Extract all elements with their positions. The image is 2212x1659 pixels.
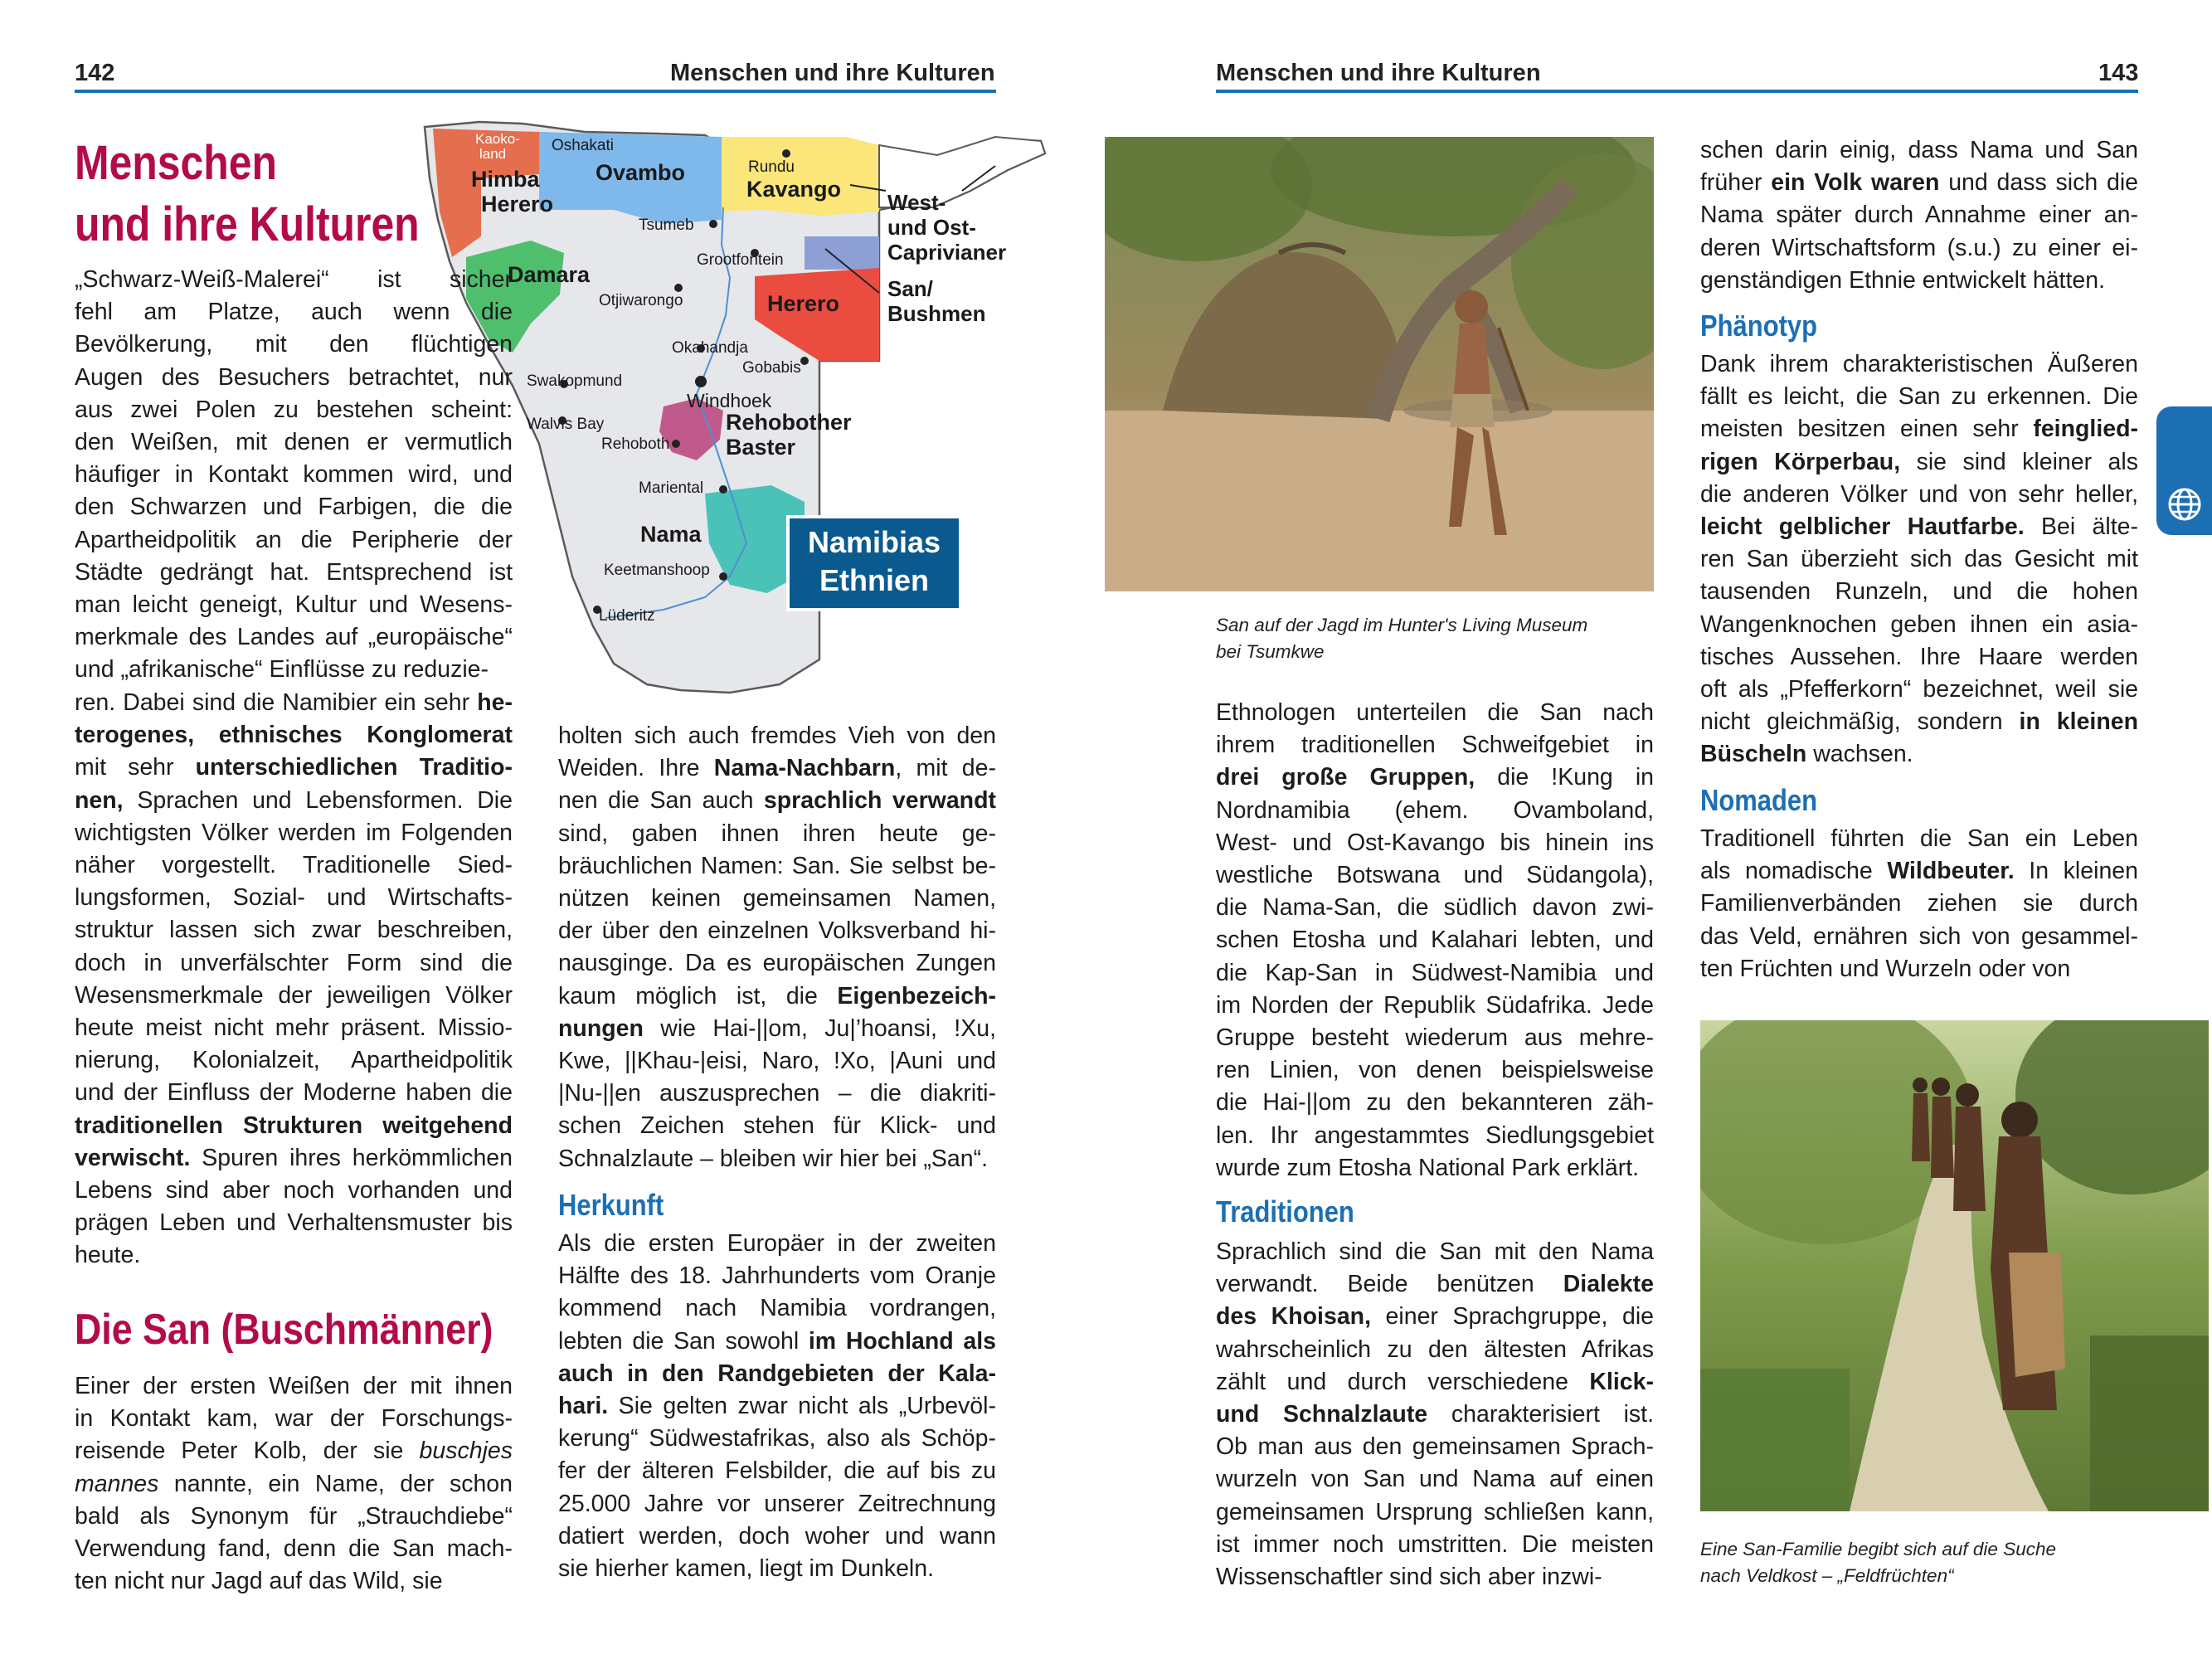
text-line: Wangenknochen geben ihnen ein asia- — [1700, 611, 2138, 638]
label-rundu: Rundu — [748, 158, 795, 176]
text-line: kerung“ Südwestafrikas, also als Schöp- — [558, 1425, 996, 1452]
text-line: Wesensmerkmale der jeweiligen Völker — [75, 981, 513, 1009]
left-page-number: 142 — [75, 60, 115, 86]
text-line: Büscheln wachsen. — [1700, 741, 1913, 768]
traditionen-heading: Traditionen — [1216, 1194, 1354, 1228]
text-line: wahrscheinlich zu den ältesten Afrikas — [1216, 1335, 1654, 1363]
text-line: tausenden Runzeln, und die hohen — [1700, 578, 2138, 606]
text-line: ren San überzieht sich das Gesicht mit — [1700, 546, 2138, 573]
text-line: fehl am Platze, auch wenn die — [75, 299, 513, 326]
label-kaokoland-2: land — [479, 146, 507, 162]
text-line: |Nu-||en auszusprechen – die diakriti- — [558, 1080, 996, 1107]
text-line: Sprachlich sind die San mit den Nama — [1216, 1238, 1654, 1265]
text-line: hari. Sie gelten zwar nicht als „Urbevöl- — [558, 1393, 996, 1420]
label-keetmanshoop: Keetmanshoop — [604, 562, 710, 579]
text-line: fer der älteren Felsbilder, die auf bis zu — [558, 1457, 996, 1485]
text-line: ten Früchten und Wurzeln oder von — [1700, 955, 2071, 982]
text-line: im Norden der Republik Südafrika. Jede — [1216, 991, 1654, 1019]
label-san-1: San/ — [887, 276, 933, 301]
text-line: reisende Peter Kolb, der sie buschjes — [75, 1438, 513, 1465]
text-line: und der Einfluss der Moderne haben die — [75, 1079, 513, 1107]
text-line: schen Etosha und Kalahari lebten, und — [1216, 927, 1654, 954]
text-line: die Nama-San, die südlich davon zwi- — [1216, 894, 1654, 922]
text-line: Hälfte des 18. Jahrhunderts vom Oranje — [558, 1262, 996, 1290]
left-col1-body — [75, 687, 513, 1272]
text-line: des Khoisan, einer Sprachgruppe, die — [1216, 1303, 1654, 1331]
text-line: Familienverbänden ziehen sie durch — [1700, 890, 2138, 917]
text-line: Verwendung fand, denn die San mach- — [75, 1535, 513, 1563]
label-kavango: Kavango — [746, 177, 842, 202]
globe-icon — [2166, 486, 2203, 523]
phaenotyp-heading: Phänotyp — [1700, 309, 1818, 343]
right-running-title: Menschen und ihre Kulturen — [1216, 60, 1541, 86]
text-line: prägen Leben und Verhaltensmuster bis — [75, 1209, 513, 1237]
text-line: terogenes, ethnisches Konglomerat — [75, 722, 513, 749]
text-line: Kwe, ||Khau-|eisi, Naro, !Xo, |Auni und — [558, 1048, 996, 1075]
label-himba: Himba — [471, 167, 540, 192]
label-caprivi-3: Caprivianer — [887, 240, 1007, 265]
text-line: ren Linien, von denen beispielsweise — [1216, 1057, 1654, 1084]
text-line: Augen des Besuchers betrachtet, nur — [75, 363, 513, 391]
label-okahandja: Okahandja — [672, 339, 748, 357]
text-line: bräuchlichen Namen: San. Sie selbst be- — [558, 852, 996, 879]
text-line: nierung, Kolonialzeit, Apartheidpolitik — [75, 1047, 513, 1074]
text-line: man leicht geneigt, Kultur und Wesens- — [75, 591, 513, 619]
label-san-2: Bushmen — [887, 301, 986, 326]
text-line: Als die ersten Europäer in der zweiten — [558, 1230, 996, 1257]
left-col1-san — [75, 1370, 513, 1598]
text-line: datiert werden, doch woher und wann — [558, 1522, 996, 1550]
text-line: Städte gedrängt hat. Entsprechend ist — [75, 558, 513, 586]
text-line: tisches Aussehen. Ihre Haare werden — [1700, 643, 2138, 670]
photo1-caption-line1: San auf der Jagd im Hunter's Living Museum — [1216, 615, 1588, 635]
text-line: kaum möglich ist, die Eigenbezeich- — [558, 982, 996, 1010]
text-line: nützen keinen gemeinsamen Namen, — [558, 885, 996, 912]
text-line: gemeinsamen Ursprung schließen kann, — [1216, 1498, 1654, 1525]
text-line: 25.000 Jahre vor unserer Zeitrechnung — [558, 1490, 996, 1517]
text-line: Gruppe besteht wiederum aus mehre- — [1216, 1024, 1654, 1052]
left-col2-herkunft — [558, 1228, 996, 1585]
label-tsumeb: Tsumeb — [639, 216, 694, 234]
text-line: in Kontakt kam, war der Forschungs- — [75, 1405, 513, 1433]
label-herero-east: Herero — [767, 291, 840, 316]
text-line: sie hierher kamen, liegt im Dunkeln. — [558, 1555, 935, 1583]
photo2-caption-line1: Eine San-Familie begibt sich auf die Suche — [1700, 1539, 2056, 1559]
text-line: zählt und durch verschiedene Klick- — [1216, 1368, 1654, 1395]
text-line: früher ein Volk waren und dass sich die — [1700, 169, 2138, 197]
text-line: West- und Ost-Kavango bis hinein ins — [1216, 829, 1654, 856]
text-line: ist immer noch umstritten. Die meisten — [1216, 1530, 1654, 1558]
text-line: und Schnalzlaute charakterisiert ist. — [1216, 1401, 1654, 1428]
text-line: schen Zeichen stehen für Klick- und — [558, 1112, 996, 1140]
chapter-title-line1: Menschen — [75, 136, 277, 190]
text-line: Wissenschaftler sind sich aber inzwi- — [1216, 1564, 1602, 1591]
label-caprivi-1: West- — [887, 190, 946, 215]
text-line: bald als Synonym für „Strauchdiebe“ — [75, 1502, 513, 1530]
photo-san-family — [1700, 1020, 2209, 1511]
text-line: mit sehr unterschiedlichen Traditio- — [75, 754, 513, 781]
text-line: fällt es leicht, die San zu erkennen. Die — [1700, 383, 2138, 411]
text-line: lungsformen, Sozial- und Wirtschafts- — [75, 884, 513, 912]
label-luderitz: Lüderitz — [599, 607, 655, 625]
label-mariental: Mariental — [639, 479, 704, 497]
text-line: Apartheidpolitik an die Peripherie der — [75, 526, 513, 553]
label-herero-nw: Herero — [481, 192, 554, 216]
map-badge-line1: Namibias — [807, 525, 941, 559]
text-line: ren. Dabei sind die Namibier ein sehr he- — [75, 689, 513, 716]
text-line: genständigen Ethnie entwickelt hätten. — [1700, 266, 2106, 294]
ethnic-map — [415, 112, 1070, 709]
text-line: nausginge. Da es europäischen Zungen — [558, 950, 996, 977]
text-line: heute. — [75, 1242, 141, 1269]
label-windhoek: Windhoek — [687, 390, 772, 411]
text-line: Einer der ersten Weißen der mit ihnen — [75, 1373, 513, 1399]
text-line: Ethnologen unterteilen die San nach — [1216, 699, 1654, 726]
text-line: verwischt. Spuren ihres herkömmlichen — [75, 1144, 513, 1171]
text-line: oft als „Pfefferkorn“ bezeichnet, weil sie — [1700, 676, 2138, 703]
text-line: als nomadische Wildbeuter. In kleinen — [1700, 858, 2138, 885]
label-gobabis: Gobabis — [742, 359, 801, 377]
text-line: Bevölkerung, mit den flüchtigen — [75, 331, 513, 358]
text-line: sind, gaben ihnen ihren heute ge- — [558, 820, 996, 847]
label-damara: Damara — [508, 262, 591, 287]
text-line: ihrem traditionellen Schweifgebiet in — [1216, 732, 1654, 759]
text-line: nen, Sprachen und Lebensformen. Die — [75, 786, 513, 814]
chapter-title-line2: und ihre Kulturen — [75, 197, 420, 251]
text-line: nicht gleichmäßig, sondern in kleinen — [1700, 708, 2139, 736]
label-nama: Nama — [640, 522, 702, 547]
herkunft-heading: Herkunft — [558, 1188, 664, 1222]
text-line: ten nicht nur Jagd auf das Wild, sie — [75, 1568, 443, 1595]
text-line: die Kap-San in Südwest-Namibia und — [1216, 959, 1654, 986]
text-line: Weiden. Ihre Nama-Nachbarn, mit de- — [558, 755, 996, 782]
text-line: auch in den Randgebieten der Kala- — [558, 1360, 996, 1387]
label-oshakati: Oshakati — [552, 137, 614, 154]
text-line: len. Ihr angestammtes Siedlungsgebiet — [1216, 1121, 1654, 1149]
nomaden-heading: Nomaden — [1700, 783, 1818, 817]
text-line: holten sich auch fremdes Vieh von den — [558, 722, 996, 749]
text-line: kommend nach Namibia vordrangen, — [558, 1295, 996, 1322]
label-walvis-bay: Walvis Bay — [527, 416, 605, 433]
left-col2-top — [558, 720, 996, 1175]
text-line: deren Wirtschaftsform (s.u.) zu einer ei- — [1700, 234, 2138, 261]
text-line: nen die San auch sprachlich verwandt — [558, 787, 996, 815]
text-line: doch in unverfälschter Form sind die — [75, 949, 513, 976]
text-line: merkmale des Landes auf „europäische“ — [75, 624, 513, 651]
right-col1-traditionen — [1216, 1236, 1654, 1593]
text-line: leicht gelblicher Hautfarbe. Bei älte- — [1700, 513, 2138, 541]
san-heading: Die San (Buschmänner) — [75, 1306, 493, 1354]
text-line: näher vorgestellt. Traditionelle Sied- — [75, 852, 513, 879]
text-line: rigen Körperbau, sie sind kleiner als — [1700, 448, 2138, 475]
left-col1-intro — [75, 264, 513, 687]
text-line: nungen wie Hai-||om, Ju|’hoansi, !Xu, — [558, 1014, 996, 1042]
label-kaokoland-1: Kaoko- — [475, 131, 520, 147]
text-line: westliche Botswana und Südangola), — [1216, 862, 1654, 889]
text-line: struktur lassen sich zwar beschreiben, — [75, 917, 513, 944]
text-line: wurde zum Etosha National Park erklärt. — [1216, 1154, 1640, 1181]
photo1-caption-line2: bei Tsumkwe — [1216, 641, 1325, 662]
label-rehobother-2: Baster — [726, 435, 796, 460]
text-line: aus zwei Polen zu bestehen scheint: — [75, 396, 513, 423]
text-line: Lebens sind aber noch vorhanden und — [75, 1177, 513, 1204]
left-header-rule — [75, 90, 996, 93]
right-col1-top — [1216, 697, 1654, 1185]
left-running-title: Menschen und ihre Kulturen — [670, 60, 995, 86]
text-line: der über den einzelnen Volksverband hi- — [558, 917, 996, 945]
text-line: mannes nannte, ein Name, der schon — [75, 1470, 513, 1497]
photo2-caption-line2: nach Veldkost – „Feldfrüchten“ — [1700, 1565, 1954, 1586]
text-line: die anderen Völker und von sehr heller, — [1700, 480, 2138, 508]
label-rehobother-1: Rehobother — [726, 410, 852, 435]
region-san — [805, 236, 879, 270]
label-otjiwarongo: Otjiwarongo — [599, 292, 683, 309]
text-line: Nama später durch Annahme einer an- — [1700, 202, 2138, 229]
text-line: Nordnamibia (ehem. Ovamboland, — [1216, 796, 1654, 824]
text-line: traditionellen Strukturen weitgehend — [75, 1112, 513, 1139]
text-line: das Veld, ernähren sich von gesammel- — [1700, 922, 2138, 950]
text-line: heute meist nicht mehr präsent. Missio- — [75, 1014, 513, 1042]
text-line: die Hai-||om zu den bekannteren zäh- — [1216, 1089, 1654, 1117]
label-rehoboth: Rehoboth — [601, 435, 670, 453]
right-col2-nomaden — [1700, 823, 2138, 985]
right-col2-top — [1700, 134, 2138, 297]
text-line: meisten besitzen einen sehr feinglied- — [1700, 416, 2138, 443]
text-line: Ob man aus den gemeinsamen Sprach- — [1216, 1433, 1654, 1461]
label-grootfontein: Grootfontein — [697, 251, 784, 269]
label-caprivi-2: und Ost- — [887, 215, 976, 240]
text-line: schen darin einig, dass Nama und San — [1700, 137, 2138, 163]
photo-san-hunter — [1105, 137, 1654, 591]
text-line: Traditionell führten die San ein Leben — [1700, 825, 2138, 852]
text-line: den Weißen, mit denen er vermutlich — [75, 429, 513, 456]
side-tab — [2156, 406, 2212, 535]
text-line: häufiger in Kontakt kommen wird, und — [75, 461, 513, 489]
label-swakopmund: Swakopmund — [527, 372, 623, 390]
right-page-number: 143 — [2098, 60, 2139, 86]
text-line: Dank ihrem charakteristischen Äußeren — [1700, 351, 2138, 377]
label-ovambo: Ovambo — [596, 160, 686, 185]
text-line: lebten die San sowohl im Hochland als — [558, 1327, 996, 1355]
text-line: Schnalzlaute – bleiben wir hier bei „San“. — [558, 1145, 989, 1172]
text-line: wurzeln von San und Nama auf einen — [1216, 1466, 1654, 1493]
map-badge-line2: Ethnien — [819, 563, 929, 597]
text-line: wichtigsten Völker werden im Folgenden — [75, 819, 513, 846]
text-line: den Schwarzen und Farbigen, die die — [75, 494, 513, 521]
right-col2-phaenotyp — [1700, 348, 2138, 771]
right-header-rule — [1216, 90, 2138, 93]
text-line: drei große Gruppen, die !Kung in — [1216, 764, 1655, 791]
text-line: „Schwarz-Weiß-Malerei“ ist sicher — [75, 266, 513, 293]
text-line: verwandt. Beide benützen Dialekte — [1216, 1271, 1654, 1298]
text-line: und „afrikanische“ Einflüsse zu reduzie- — [75, 656, 489, 684]
